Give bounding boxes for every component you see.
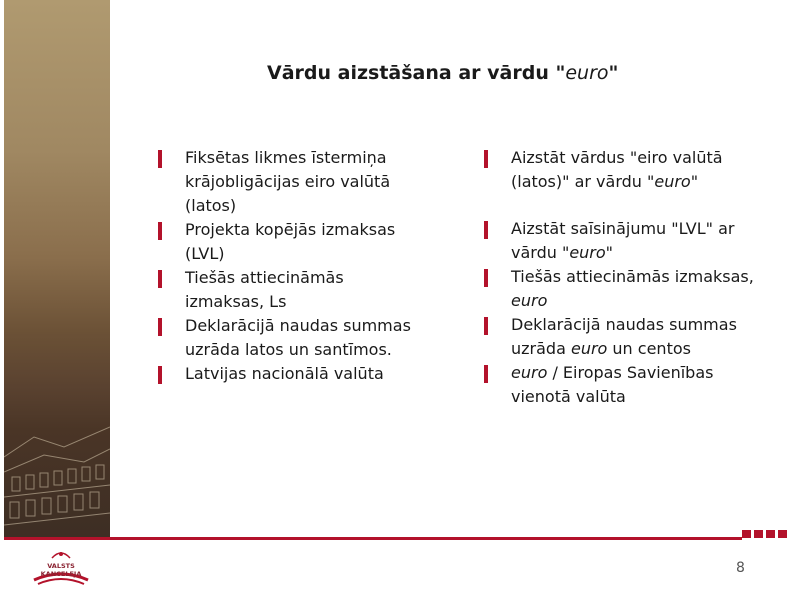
text-segment: " <box>605 243 614 262</box>
bullet-marker <box>158 270 162 288</box>
list-item-text: Projekta kopējās izmaksas (LVL) <box>185 220 396 263</box>
list-item <box>158 218 418 266</box>
footer-divider <box>4 537 742 540</box>
emphasis-word: euro <box>654 172 691 191</box>
bullet-marker <box>484 150 488 168</box>
emphasis-word: euro <box>570 339 608 358</box>
list-item-text <box>511 265 754 313</box>
list-item-text: Tiešās attiecināmās izmaksas, Ls <box>185 268 344 311</box>
right-column <box>484 146 754 409</box>
title-word: euro <box>565 62 609 84</box>
title-prefix: Vārdu aizstāšana ar vārdu " <box>267 62 566 84</box>
decorative-photo-band <box>4 0 110 537</box>
bullet-marker <box>158 150 162 168</box>
list-item-text <box>511 146 754 194</box>
bullet-marker <box>158 366 162 384</box>
list-item <box>484 146 754 194</box>
list-item <box>158 266 418 314</box>
bullet-marker <box>484 269 488 287</box>
logo-line: KANCELEJA <box>40 570 82 578</box>
logo-line: VALSTS <box>47 562 75 570</box>
text-segment: Aizstāt saīsinājumu "LVL" ar vārdu " <box>511 219 735 262</box>
decor-square <box>766 530 775 538</box>
text-segment: " <box>690 172 699 191</box>
list-item-text: Fiksētas likmes īstermiņa krājobligācijas eiro valūtā (latos) <box>185 148 391 215</box>
list-item-text <box>511 217 754 265</box>
list-item <box>158 362 418 386</box>
text-segment: Deklarācijā naudas summas uzrāda <box>511 315 737 358</box>
bullet-marker <box>158 222 162 240</box>
bullet-marker <box>158 318 162 336</box>
bullet-marker <box>484 317 488 335</box>
list-item <box>484 265 754 313</box>
list-item <box>484 217 754 265</box>
list-item <box>158 314 418 362</box>
left-column <box>158 146 418 386</box>
decor-square <box>778 530 787 538</box>
slide-title <box>267 62 687 84</box>
bullet-marker <box>484 365 488 383</box>
decor-square <box>754 530 763 538</box>
list-item <box>484 313 754 361</box>
title-suffix: " <box>608 62 619 84</box>
valsts-kanceleja-logo <box>28 546 94 586</box>
list-item-text <box>511 361 754 409</box>
decor-square <box>742 530 751 538</box>
text-segment: Tiešās attiecināmās izmaksas, <box>511 267 754 286</box>
building-illustration <box>4 337 110 537</box>
emphasis-word: euro <box>569 243 606 262</box>
list-item-text: Deklarācijā naudas summas uzrāda latos un santīmos. <box>185 316 411 359</box>
text-segment: un centos <box>607 339 691 358</box>
text-segment: Aizstāt vārdus "eiro valūtā (latos)" ar vārdu " <box>511 148 723 191</box>
text-segment: / Eiropas Savienības vienotā valūta <box>511 363 714 406</box>
list-item <box>158 146 418 218</box>
logo-text <box>28 562 94 578</box>
list-item-text <box>511 313 754 361</box>
list-item-text: Latvijas nacionālā valūta <box>185 364 384 383</box>
bullet-marker <box>484 221 488 239</box>
list-item <box>484 361 754 409</box>
page-number: 8 <box>736 560 745 576</box>
emphasis-word: euro <box>511 363 548 382</box>
footer-squares <box>742 530 787 538</box>
emphasis-word: euro <box>511 291 548 310</box>
